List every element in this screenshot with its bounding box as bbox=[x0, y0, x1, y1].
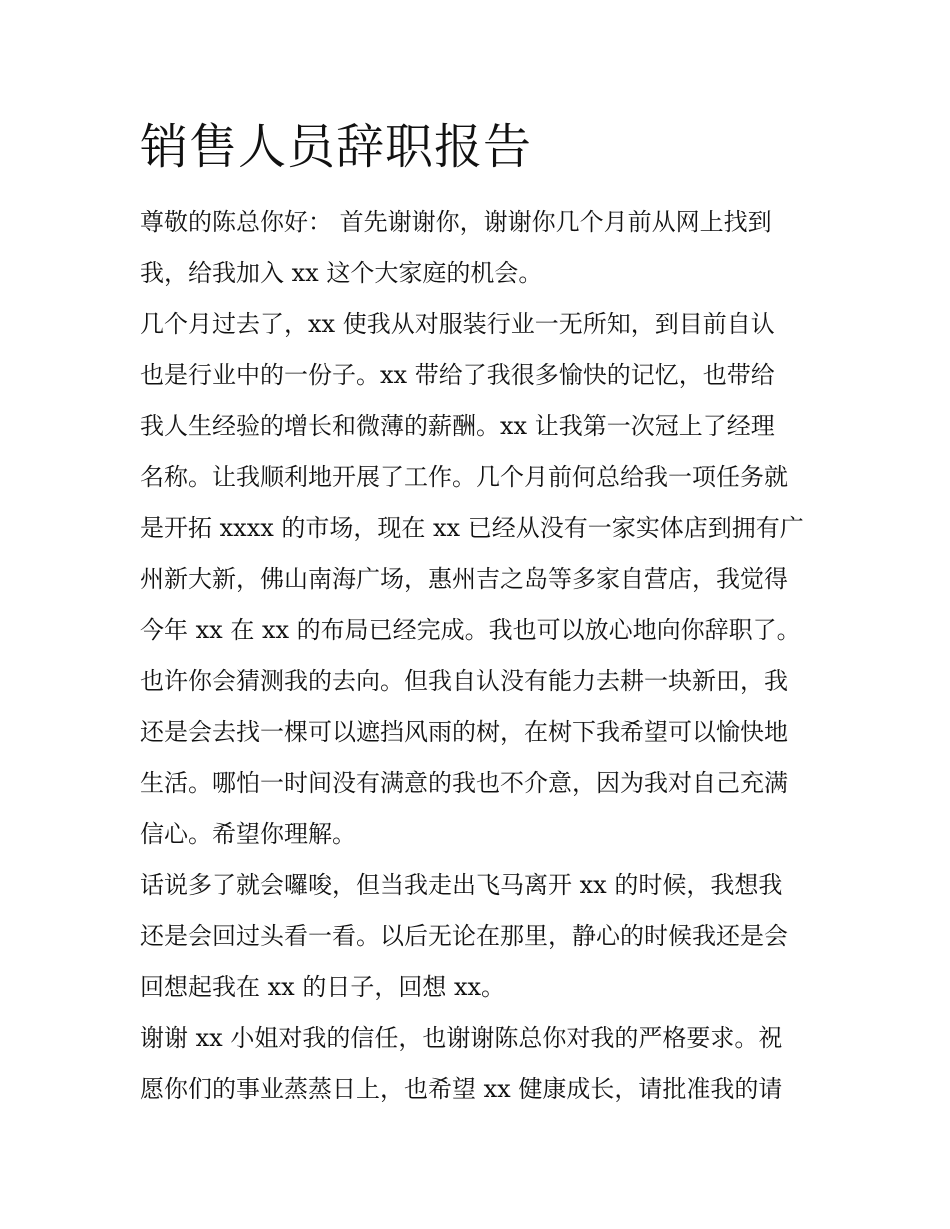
body-line: 名称。让我顺利地开展了工作。几个月前何总给我一项任务就 bbox=[140, 463, 788, 491]
body-line: 今年 xx 在 xx 的布局已经完成。我也可以放心地向你辞职了。 bbox=[140, 616, 801, 644]
body-line: 也是行业中的一份子。xx 带给了我很多愉快的记忆，也带给 bbox=[140, 361, 775, 389]
body-line: 谢谢 xx 小姐对我的信任，也谢谢陈总你对我的严格要求。祝 bbox=[140, 1024, 783, 1052]
body-line: 还是会回过头看一看。以后无论在那里，静心的时候我还是会 bbox=[140, 922, 788, 950]
document-title: 销售人员辞职报告 bbox=[140, 119, 533, 175]
body-line: 我人生经验的增长和微薄的薪酬。xx 让我第一次冠上了经理 bbox=[140, 412, 775, 440]
body-line: 愿你们的事业蒸蒸日上，也希望 xx 健康成长，请批准我的请 bbox=[140, 1075, 783, 1103]
body-line: 还是会去找一棵可以遮挡风雨的树，在树下我希望可以愉快地 bbox=[140, 718, 788, 746]
body-line: 回想起我在 xx 的日子，回想 xx。 bbox=[140, 973, 506, 1001]
body-line: 我，给我加入 xx 这个大家庭的机会。 bbox=[140, 259, 543, 287]
body-line: 州新大新，佛山南海广场，惠州吉之岛等多家自营店，我觉得 bbox=[140, 565, 788, 593]
body-line: 尊敬的陈总你好： 首先谢谢你，谢谢你几个月前从网上找到 bbox=[140, 208, 772, 236]
body-line: 几个月过去了，xx 使我从对服装行业一无所知，到目前自认 bbox=[140, 310, 775, 338]
body-line: 信心。希望你理解。 bbox=[140, 820, 356, 848]
body-line: 生活。哪怕一时间没有满意的我也不介意，因为我对自己充满 bbox=[140, 769, 788, 797]
body-line: 话说多了就会囉唆，但当我走出飞马离开 xx 的时候，我想我 bbox=[140, 871, 783, 899]
body-line: 也许你会猜测我的去向。但我自认没有能力去耕一块新田，我 bbox=[140, 667, 788, 695]
body-line: 是开拓 xxxx 的市场，现在 xx 已经从没有一家实体店到拥有广 bbox=[140, 514, 804, 542]
